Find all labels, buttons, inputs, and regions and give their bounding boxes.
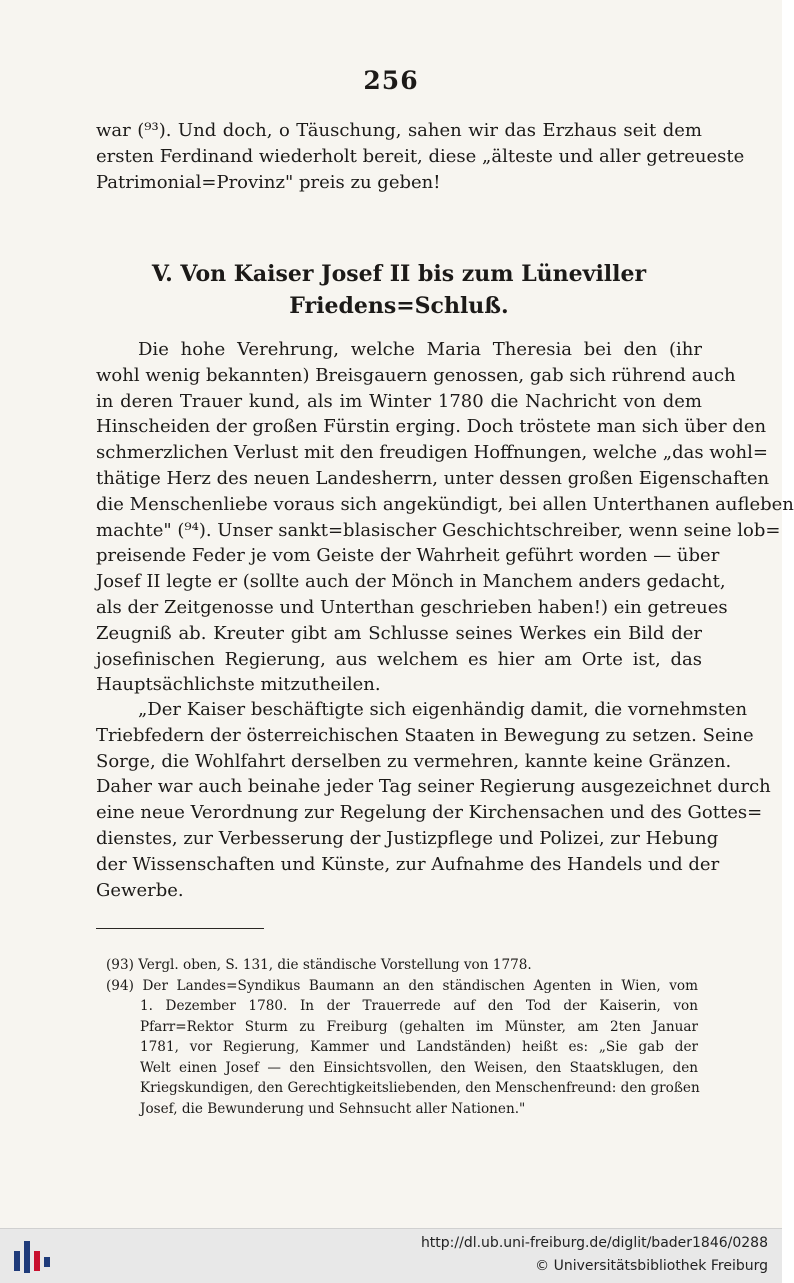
text-line: Zeugniß ab. Kreuter gibt am Schlusse seines Werkes ein Bild der [96,622,702,644]
text-line: preisende Feder je vom Geiste der Wahrheit geführt worden — über [96,545,720,567]
text-line: Sorge, die Wohlfahrt derselben zu vermehren, kannte keine Gränzen. [96,750,732,772]
library-logo-icon [14,1237,50,1277]
footnote-line: 1. Dezember 1780. In der Trauerrede auf den Tod der Kaiserin, von [140,998,698,1014]
copyright-notice: © Universitätsbibliothek Freiburg [535,1258,768,1274]
text-line: Hinscheiden der großen Fürstin erging. Doch tröstete man sich über den [96,416,767,438]
text-line: „Der Kaiser beschäftigte sich eigenhändig damit, die vornehmsten [138,699,748,720]
text-line: war (⁹³). Und doch, o Täuschung, sahen wir das Erzhaus seit dem [96,120,702,141]
text-line: der Wissenschaften und Künste, zur Aufnahme des Handels und der [96,853,720,875]
text-line: Patrimonial=Provinz" preis zu geben! [96,171,441,193]
text-line: Hauptsächlichste mitzutheilen. [96,674,381,696]
paragraph-1 [96,337,794,698]
footnote-line: 1781, vor Regierung, Kammer und Landständen) heißt es: „Sie gab der [140,1039,698,1055]
text-line: Gewerbe. [96,879,184,901]
intro-paragraph [96,118,745,195]
text-line: thätige Herz des neuen Landesherrn, unter dessen großen Eigenschaften [96,467,770,489]
footnote-line: Welt einen Josef — den Einsichtsvollen, den Weisen, den Staatsklugen, den [140,1059,698,1076]
permalink-url[interactable]: http://dl.ub.uni-freiburg.de/diglit/bader1846/0288 [420,1235,768,1251]
text-line: josefinischen Regierung, aus welchem es hier am Orte ist, das [96,648,702,670]
text-line: als der Zeitgenosse und Unterthan geschrieben haben!) ein getreues [96,596,728,618]
text-line: dienstes, zur Verbesserung der Justizpflege und Polizei, zur Hebung [96,827,719,849]
footnote-line: Pfarr=Rektor Sturm zu Freiburg (gehalten im Münster, am 2ten Januar [140,1018,698,1035]
text-line: schmerzlichen Verlust mit den freudigen Hoffnungen, welche „das wohl= [96,442,768,464]
footnote-line: Kriegskundigen, den Gerechtigkeitsliebenden, den Menschenfreund: den großen [140,1080,700,1096]
viewer-footer [0,1228,782,1283]
section-heading [96,258,702,322]
text-line: ersten Ferdinand wiederholt bereit, diese „älteste und aller getreueste [96,145,745,167]
footnote-divider [96,928,264,929]
heading-line: V. Von Kaiser Josef II bis zum Lüneviller [151,261,647,287]
text-line: die Menschenliebe voraus sich angekündigt, bei allen Unterthanen aufleben [96,493,794,515]
text-line: machte" (⁹⁴). Unser sankt=blasischer Geschichtschreiber, wenn seine lob= [96,519,781,541]
text-line: Die hohe Verehrung, welche Maria Theresia bei den (ihr [138,339,702,360]
footnote-line: Josef, die Bewunderung und Sehnsucht aller Nationen." [140,1100,526,1117]
text-line: eine neue Verordnung zur Regelung der Kirchensachen und des Gottes= [96,802,763,824]
text-line: Josef II legte er (sollte auch der Mönch in Manchem anders gedacht, [96,571,726,593]
text-line: Triebfedern der österreichischen Staaten in Bewegung zu setzen. Seine [96,724,754,746]
text-line: wohl wenig bekannten) Breisgauern genossen, gab sich rührend auch [96,364,736,386]
page-number: 256 [363,66,419,95]
heading-line: Friedens=Schluß. [289,293,509,319]
text-line: in deren Trauer kund, als im Winter 1780 die Nachricht von dem [96,390,702,412]
text-line: Daher war auch beinahe jeder Tag seiner Regierung ausgezeichnet durch [96,776,771,798]
footnote-93: (93) Vergl. oben, S. 131, die ständische Vorstellung von 1778. [106,957,532,973]
paragraph-2 [96,697,771,903]
footnote-94: (94) Der Landes=Syndikus Baumann an den ständischen Agenten in Wien, vom [106,977,698,994]
footnotes [106,955,698,1119]
